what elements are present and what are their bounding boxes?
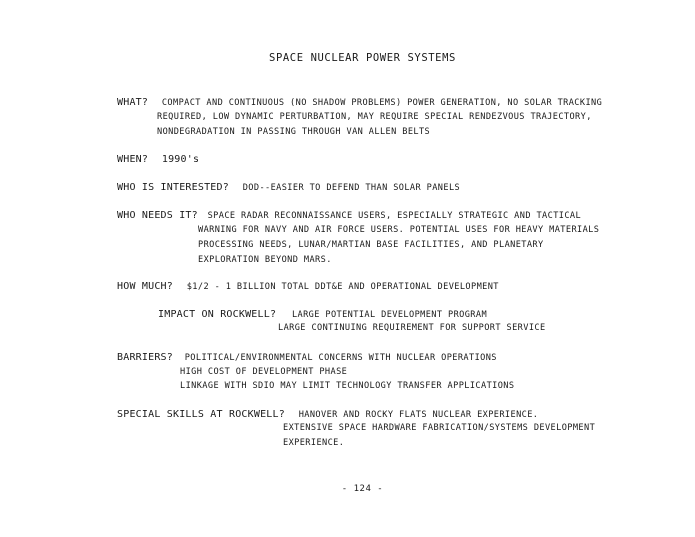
special-skills-line-2: EXTENSIVE SPACE HARDWARE FABRICATION/SYSTEMS DEVELOPMENT	[283, 423, 596, 433]
when-section	[117, 152, 199, 167]
barriers-question: BARRIERS?	[117, 352, 173, 363]
barriers-line-2: HIGH COST OF DEVELOPMENT PHASE	[180, 367, 348, 377]
what-line-3: NONDEGRADATION IN PASSING THROUGH VAN ALLEN BELTS	[157, 127, 431, 137]
who-needs-line-1: SPACE RADAR RECONNAISSANCE USERS, ESPECIALLY STRATEGIC AND TACTICAL	[207, 211, 582, 221]
who-needs-line-2: WARNING FOR NAVY AND AIR FORCE USERS. POTENTIAL USES FOR HEAVY MATERIALS	[198, 225, 600, 235]
what-section	[117, 95, 602, 111]
page-title: SPACE NUCLEAR POWER SYSTEMS	[269, 52, 456, 64]
who-needs-section	[117, 208, 581, 224]
barriers-line-1: POLITICAL/ENVIRONMENTAL CONCERNS WITH NUCLEAR OPERATIONS	[184, 353, 497, 363]
who-needs-line-3: PROCESSING NEEDS, LUNAR/MARTIAN BASE FACILITIES, AND PLANETARY	[198, 240, 544, 250]
impact-line-2: LARGE CONTINUING REQUIREMENT FOR SUPPORT SERVICE	[278, 323, 546, 333]
special-skills-question: SPECIAL SKILLS AT ROCKWELL?	[117, 409, 285, 420]
when-answer: 1990's	[161, 154, 200, 165]
when-question: WHEN?	[117, 154, 149, 165]
what-line-1: COMPACT AND CONTINUOUS (NO SHADOW PROBLEMS) POWER GENERATION, NO SOLAR TRACKING	[161, 98, 603, 108]
who-needs-line-4: EXPLORATION BEYOND MARS.	[198, 255, 332, 265]
what-line-2: REQUIRED, LOW DYNAMIC PERTURBATION, MAY REQUIRE SPECIAL RENDEZVOUS TRAJECTORY,	[157, 112, 592, 122]
impact-line-1: LARGE POTENTIAL DEVELOPMENT PROGRAM	[291, 310, 488, 320]
how-much-question: HOW MUCH?	[117, 281, 173, 292]
page-number: - 124 -	[341, 484, 384, 494]
who-interested-answer: DOD--EASIER TO DEFEND THAN SOLAR PANELS	[242, 183, 461, 193]
special-skills-line-3: EXPERIENCE.	[283, 438, 345, 448]
barriers-line-3: LINKAGE WITH SDIO MAY LIMIT TECHNOLOGY TRANSFER APPLICATIONS	[180, 381, 515, 391]
special-skills-line-1: HANOVER AND ROCKY FLATS NUCLEAR EXPERIENCE.	[298, 410, 539, 420]
who-interested-section	[117, 180, 460, 196]
who-needs-question: WHO NEEDS IT?	[117, 210, 198, 221]
how-much-answer: $1/2 - 1 BILLION TOTAL DDT&E AND OPERATIONAL DEVELOPMENT	[186, 282, 499, 292]
barriers-section	[117, 350, 497, 366]
impact-question: IMPACT ON ROCKWELL?	[158, 309, 277, 320]
how-much-section	[117, 279, 499, 295]
what-question: WHAT?	[117, 97, 149, 108]
who-interested-question: WHO IS INTERESTED?	[117, 182, 229, 193]
